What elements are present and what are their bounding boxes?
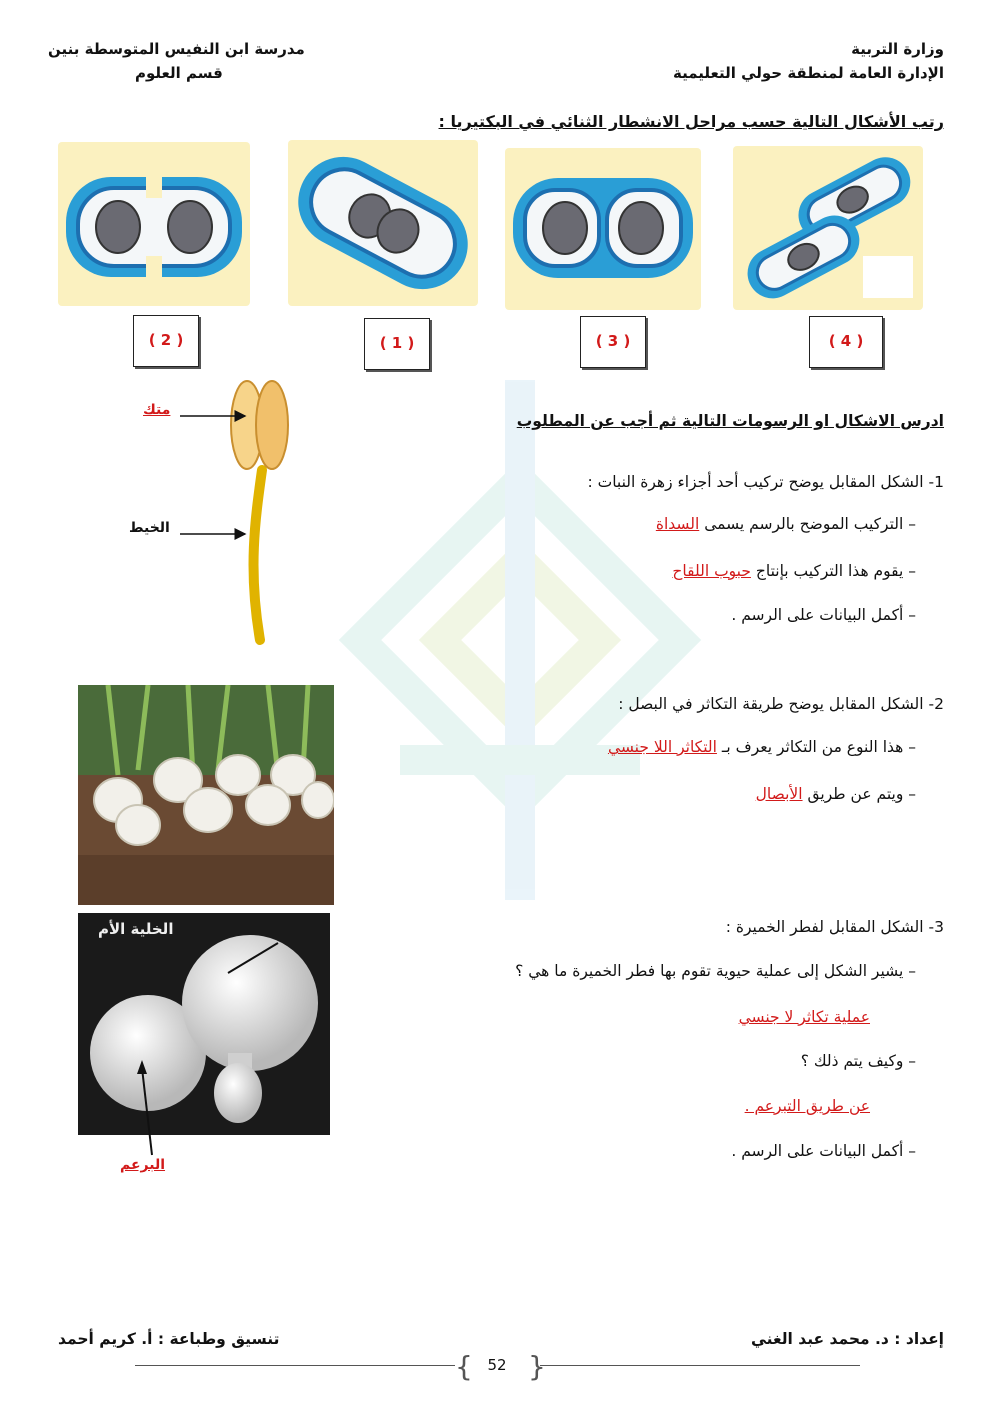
q1-line1: – التركيب الموضح بالرسم يسمى السداة — [655, 515, 916, 533]
q1-stem — [587, 473, 944, 491]
label-anther: متك — [143, 402, 171, 418]
label-mother-cell: الخلية الأم — [98, 920, 174, 938]
q3-line3-text: أكمل البيانات على الرسم . — [731, 1142, 904, 1160]
onion-photo — [78, 685, 334, 905]
q1-line3: – أكمل البيانات على الرسم . — [731, 606, 916, 624]
bacteria-stage-panel-1 — [58, 142, 250, 306]
q2-stem-text: الشكل المقابل يوضح طريقة التكاثر في البصل : — [618, 695, 924, 713]
q2-line1: – هذا النوع من التكاثر يعرف بـ التكاثر اللا جنسي — [607, 738, 916, 756]
q1-line3-text: أكمل البيانات على الرسم . — [731, 606, 904, 624]
department-name: قسم العلوم — [135, 64, 223, 82]
stamen-diagram — [170, 380, 300, 650]
q2-answer1: التكاثر اللا جنسي — [607, 738, 717, 756]
q1-answer2: حبوب اللقاح — [672, 562, 751, 580]
q3-stem-text: الشكل المقابل لفطر الخميرة : — [725, 918, 924, 936]
bacteria-stage-panel-2 — [288, 140, 478, 306]
school-name: مدرسة ابن النفيس المتوسطة بنين — [48, 40, 305, 58]
q2-line2: – ويتم عن طريق الأبصال — [755, 785, 916, 803]
q1-line2-text: يقوم هذا التركيب بإنتاج — [755, 562, 904, 580]
page-number: 52 — [487, 1356, 507, 1374]
q1-stem-text: الشكل المقابل يوضح تركيب أحد أجزاء زهرة النبات : — [587, 473, 924, 491]
q3-line2: – وكيف يتم ذلك ؟ — [800, 1052, 916, 1070]
q3-line2-text: وكيف يتم ذلك ؟ — [800, 1052, 904, 1070]
yeast-photo — [78, 913, 330, 1135]
page-bracket-left: { — [455, 1350, 473, 1383]
q2-number: 2- — [928, 695, 944, 713]
q3-answer1: عملية تكاثر لا جنسي — [738, 1008, 870, 1026]
answer-box-1: ( 1 ) — [364, 318, 430, 370]
q3-answer2: عن طريق التبرعم . — [744, 1097, 870, 1115]
q3-stem — [726, 918, 944, 936]
q2-answer2: الأبصال — [755, 785, 803, 803]
answer-box-3: ( 3 ) — [580, 316, 646, 368]
answer-box-4: ( 4 ) — [809, 316, 883, 368]
q1-number: 1- — [928, 473, 944, 491]
footer-coordination: تنسيق وطباعة : أ. كريم أحمد — [58, 1330, 280, 1348]
page-bracket-right: } — [528, 1350, 546, 1383]
footer-prepared-by: إعداد : د. محمد عبد الغني — [750, 1330, 944, 1348]
bacteria-instruction: رتب الأشكال التالية حسب مراحل الانشطار الثنائي في البكتيريا : — [438, 112, 944, 131]
q1-answer1: السداة — [655, 515, 700, 533]
directorate-title: الإدارة العامة لمنطقة حولي التعليمية — [672, 64, 944, 82]
footer-rule-left — [135, 1365, 455, 1366]
q2-line1-text: هذا النوع من التكاثر يعرف بـ — [721, 738, 904, 756]
q2-line2-text: ويتم عن طريق — [807, 785, 904, 803]
bud-arrow — [130, 1060, 160, 1160]
section-title: ادرس الاشكال او الرسومات التالية ثم أجب عن المطلوب — [516, 412, 944, 430]
q1-line2: – يقوم هذا التركيب بإنتاج حبوب اللقاح — [672, 562, 916, 580]
footer-rule-right — [540, 1365, 860, 1366]
label-bud: البرعم — [120, 1157, 166, 1173]
ministry-title: وزارة التربية — [851, 40, 944, 58]
q3-line1-text: يشير الشكل إلى عملية حيوية تقوم بها فطر الخميرة ما هي ؟ — [515, 962, 904, 980]
bacteria-stage-panel-4 — [733, 146, 923, 310]
q1-line1-text: التركيب الموضح بالرسم يسمى — [704, 515, 904, 533]
q3-line1: – يشير الشكل إلى عملية حيوية تقوم بها فطر الخميرة ما هي ؟ — [515, 962, 916, 980]
answer-box-2: ( 2 ) — [133, 315, 199, 367]
q3-number: 3- — [928, 918, 944, 936]
q2-stem — [618, 695, 944, 713]
label-filament: الخيط — [129, 520, 170, 536]
q3-line3: – أكمل البيانات على الرسم . — [731, 1142, 916, 1160]
bacteria-stage-panel-3 — [505, 148, 701, 310]
watermark-logo — [300, 340, 740, 940]
